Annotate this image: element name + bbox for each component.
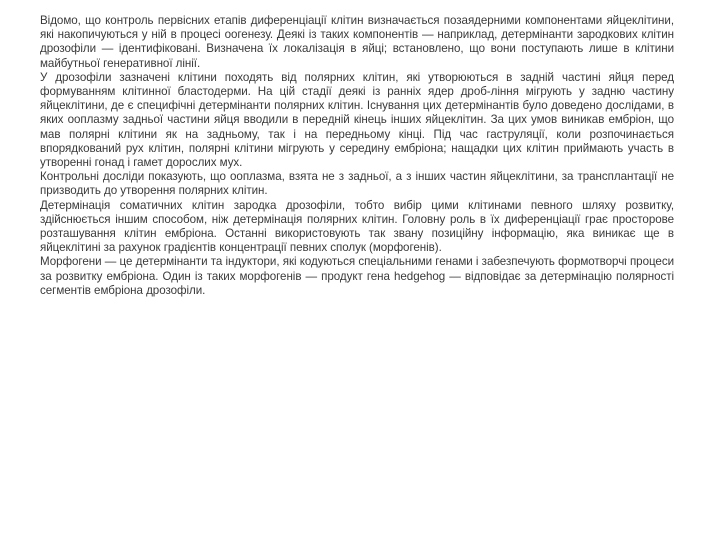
paragraph-2: У дрозофіли зазначені клітини походять від полярних клітин, які утворюються в задній частині яйця перед формуванням клітинної бластодерми. На цій стадії деякі із ранніх ядер дроб-ління мігрують у задню частину яйцеклітини, де є специфічні детермінанти полярних клітин. Існування цих детермінантів було доведено дослідами, в яких ооплазму задньої частини яйця вводили в передній кінець інших яйцеклітин. За цих умов виникав ембріон, що мав полярні клітини як на задньому, так і на передньому кінці. Під час гаструляції, коли розпочинається впорядкований рух клітин, полярні клітини мігрують у середину ембріона; нащадки цих клітин приймають участь в утворенні гонад і гамет дорослих мух. — [40, 70, 674, 170]
paragraph-4: Детермінація соматичних клітин зародка дрозофіли, тобто вибір цими клітинами певного шляху розвитку, здійснюється іншим способом, ніж детермінація полярних клітин. Головну роль в їх диференціації грає просторове розташування клітин ембріона. Останні використовують так звану позиційну інформацію, яка виникає ще в яйцеклітині за рахунок градієнтів концентрації певних сполук (морфогенів). — [40, 198, 674, 255]
paragraph-3: Контрольні досліди показують, що ооплазма, взята не з задньої, а з інших частин яйцеклітини, за трансплантації не призводить до утворення полярних клітин. — [40, 170, 674, 198]
paragraph-5: Морфогени — це детермінанти та індуктори, які кодуються спеціальними генами і забезпечують формотворчі процеси за розвитку ембріона. Один із таких морфогенів — продукт гена hedgehog — відповідає за детермінацію полярності сегментів ембріона дрозофіли. — [40, 255, 674, 297]
paragraph-1: Відомо, що контроль первісних етапів диференціації клітин визначається позаядерними компонентами яйцеклітини, які накопичуються у ній в процесі оогенезу. Деякі із таких компонентів — наприклад, детермінанти зародкових клітин дрозофіли — ідентифіковані. Визначена їх локалізація в яйці; встановлено, що вони поступають лише в клітини майбутньої генеративної лінії. — [40, 14, 674, 70]
body-text — [40, 14, 674, 298]
